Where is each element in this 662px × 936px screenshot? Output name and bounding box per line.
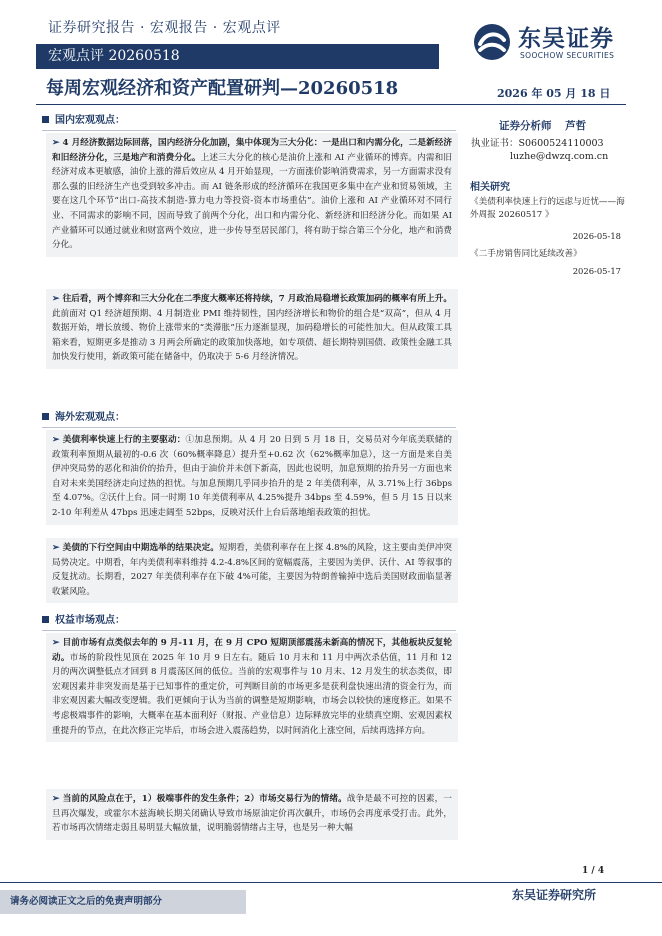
section-heading-equity: 权益市场观点：	[42, 612, 456, 631]
related-research-heading: 相关研究	[470, 182, 510, 193]
arrow-bullet-icon: ➢	[52, 294, 60, 304]
paragraph-overseas-2: ➢ 美债的下行空间由中期选举的结果决定。短期看，美债利率存在上探 4.8%的风险，这主要由美伊冲突局势决定。中期看，年内美债利率料维持 4.2-4.8%区间的宽幅震荡，主要因为美伊、沃什、AI 等叙事的反复扰动。长期看，2027 年美债利率存在下破 4%可能，主要因为特朗普输掉中选后美国财政面临显著收紧风险。	[46, 538, 458, 603]
institute-name: 东吴证券研究所	[512, 888, 597, 902]
paragraph-overseas-1: ➢ 美债利率快速上行的主要驱动：①加息预期。从 4 月 20 日到 5 月 18 日，交易员对今年底美联储的政策利率预期从最初的-0.6 次（60%概率降息）提升至+0.62 次（62%概率加息），这一方面是来自美伊冲突局势的恶化和油价的抬升，但由于油价并未创下新高，因此也说明，加息预期的抬升另一方面也来自对未来美国经济走向过热的担忧。与加息预期几乎同步抬升的是 2 年美债利率，从 3.71%上行 36bps 至 4.07%。②沃什上台。同一时期 10 年美债利率从 4.25%提升 34bps 至 4.59%，但 5 月 15 日以来 2-10 年利差从 47bps 迅速走阔至 52bps，反映对沃什上台后落地缩表政策的担忧。	[46, 430, 458, 525]
report-tagline: 证券研究报告 · 宏观报告 · 宏观点评	[48, 20, 281, 36]
paragraph-equity-2: ➢ 当前的风险点在于，1）极端事件的发生条件；2）市场交易行为的情绪。战争是最不可控的因素，一旦再次爆发，或霍尔木兹海峡长期关闭确认导致市场原油定价再次飙升，市场仍会再度承受打击。此外，若市场再次情绪走弱且易明显大幅放量，说明脆弱情绪占主导，也是另一种大幅	[46, 789, 458, 840]
logo-text-cn: 东吴证券	[518, 26, 614, 52]
analyst-name: 芦哲	[565, 120, 587, 132]
soochow-logo-icon	[472, 22, 512, 62]
related-research-date: 2026-05-17	[572, 266, 621, 276]
related-research-item[interactable]: 《美债利率快速上行的远虑与近忧——海外周报 20260517 》	[470, 197, 625, 220]
analyst-block	[499, 118, 586, 133]
category-bar: 宏观点评 20260518	[36, 44, 439, 69]
arrow-bullet-icon: ➢	[52, 794, 60, 804]
section-heading-overseas: 海外宏观观点：	[42, 409, 456, 428]
related-research-item[interactable]: 《二手房销售同比延续改善》	[470, 249, 582, 259]
paragraph-domestic-2: ➢ 往后看，两个博弈和三大分化在二季度大概率还将持续，7 月政治局稳增长政策加码的概率有所上升。此前面对 Q1 经济超预期、4 月制造业 PMI 维持韧性，国内经济增长和物价的组合是“双高”，但从 4 月数据开始，增长放缓、物价上涨带来的“类滞胀”压力逐渐显现，加码稳增长的可能性加大。但从政策工具箱来看，短期更多是推动 3 月两会所确定的政策加快落地，如专项债、超长期特别国债、政策性金融工具加快发行使用，新政策可能在储备中，仍取决于 5-6 月经济情况。	[46, 289, 458, 369]
arrow-bullet-icon: ➢	[52, 138, 60, 148]
header-divider	[36, 104, 626, 105]
disclaimer-banner: 请务必阅读正文之后的免责声明部分	[0, 890, 246, 914]
square-bullet-icon	[42, 616, 49, 623]
page-number: 1 / 4	[582, 866, 605, 876]
arrow-bullet-icon: ➢	[52, 543, 60, 553]
arrow-bullet-icon: ➢	[52, 638, 60, 648]
report-title: 每周宏观经济和资产配置研判—20260518	[46, 78, 399, 99]
section-heading-domestic: 国内宏观观点：	[42, 112, 456, 131]
related-research-date: 2026-05-18	[572, 231, 621, 241]
analyst-role: 证券分析师	[499, 120, 552, 132]
report-date: 2026 年 05 月 18 日	[497, 87, 611, 100]
paragraph-equity-1: ➢ 目前市场有点类似去年的 9 月-11 月，在 9 月 CPO 短期顶部震荡未新高的情况下，其他板块反复轮动。市场的阶段性见顶在 2025 年 10 月 9 日左右。随后 10 月末和 11 月中两次杀估值，11 月和 12 月的两次调整低点才回到 8 月震荡区间的低位。当前的宏观事件与 10 月末、12 月发生的状态类似，即宏观因素并非突发而是基于已知事件的重定价，可判断目前的市场更多是获利盘快速出清的资金行为，而非宏观因素大幅改变逻辑。我们更倾向于认为当前的调整是短期影响，市场会以较快的速度修正。如果不考虑极端事件的影响，大概率在基本面利好（财报、产业信息）边际释放完毕的业绩真空期、宏观因素权重提升的节点，在此次修正完毕后，市场会进入震荡趋势，以时间消化上涨空间，后续再选择方向。	[46, 633, 458, 742]
paragraph-domestic-1: ➢ 4 月经济数据边际回落，国内经济分化加剧，集中体现为三大分化：一是出口和内需分化，二是新经济和旧经济分化，三是地产和消费分化。上述三大分化的核心是油价上涨和 AI 产业循环的博弈。内需和旧经济对成本更敏感，油价上涨的滞后效应从 4 月开始显现，一方面涨价影响消费需求，另一方面需求没有那么强的旧经济生产也受到较多冲击。而 AI 链条形成的经济循环在我国更多集中在产业和贸易领域，主要在这几个环节“出口-高技术制造-算力电力等投资-资本市场重估”。油价上涨和 AI 产业循环对不同行业、不同需求的影响不同，因而导致了前两个分化，出口和内需分化、新经济和旧经济分化。而如果 AI 产业循环可以通过就业和财富两个效应，进一步传导至居民部门，将有助于综合第三个分化，地产和消费分化。	[46, 133, 458, 257]
logo-text-en: SOOCHOW SECURITIES	[520, 51, 615, 60]
footer-divider	[0, 882, 662, 883]
square-bullet-icon	[42, 413, 49, 420]
arrow-bullet-icon: ➢	[52, 435, 60, 445]
analyst-license: 执业证书：S0600524110003	[471, 138, 604, 149]
square-bullet-icon	[42, 116, 49, 123]
analyst-email[interactable]: luzhe@dwzq.com.cn	[510, 151, 609, 162]
